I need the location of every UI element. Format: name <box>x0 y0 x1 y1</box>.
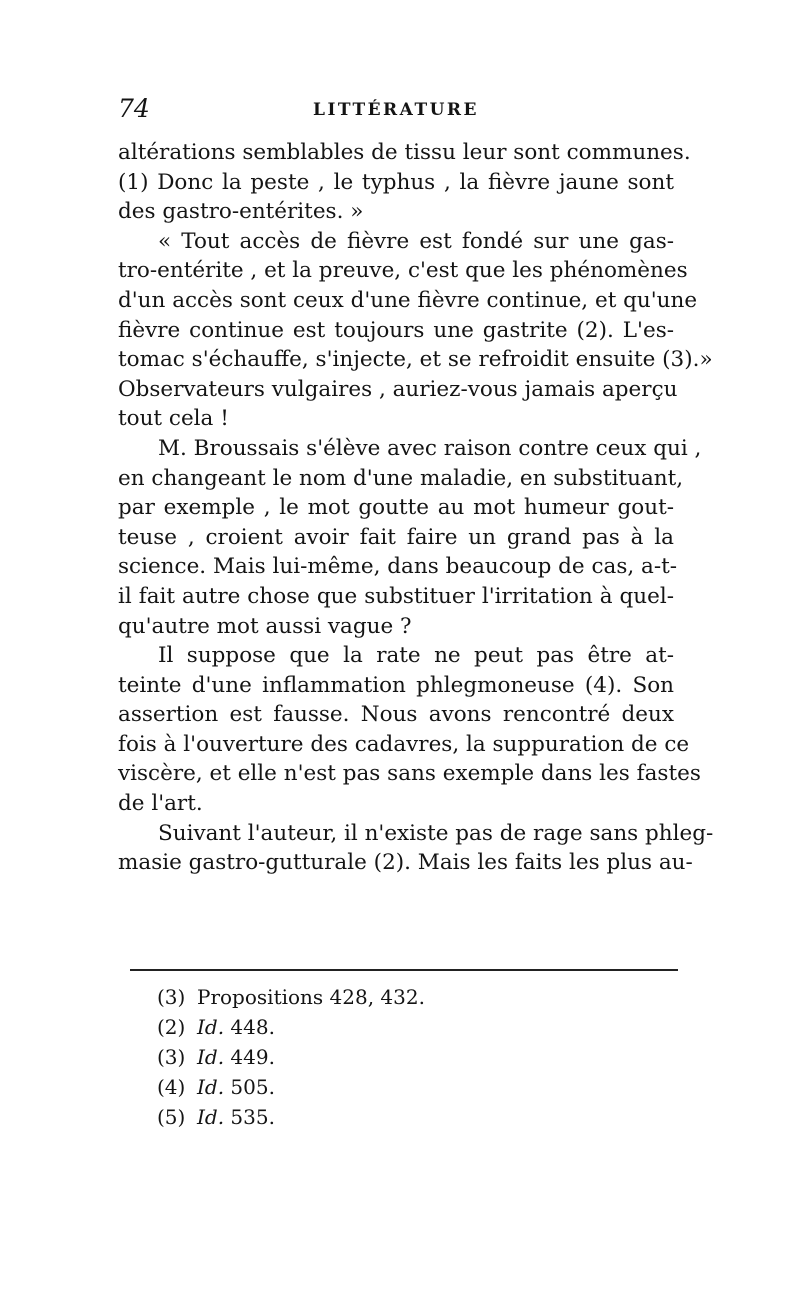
text-line: fois à l'ouverture des cadavres, la suppuration de ce <box>118 731 690 757</box>
text-line: Suivant l'auteur, il n'existe pas de rage sans phleg- <box>158 820 714 846</box>
footnote-mark: (2) <box>157 1015 186 1039</box>
footnote-number: 535. <box>230 1105 275 1129</box>
text-line: d'un accès sont ceux d'une fièvre continue, et qu'une <box>118 287 698 313</box>
footnote-mark: (3) <box>157 1045 186 1069</box>
text-line: tro-entérite , et la preuve, c'est que les phénomènes <box>118 258 688 284</box>
footnote-reference: Id. <box>197 1015 225 1039</box>
text-line: Observateurs vulgaires , auriez-vous jamais aperçu <box>118 376 678 402</box>
text-line: assertion est fausse. Nous avons rencontré deux <box>118 702 674 728</box>
text-line: masie gastro-gutturale (2). Mais les faits les plus au- <box>118 850 693 876</box>
page-header <box>118 94 678 130</box>
text-line: des gastro-entérites. » <box>118 199 364 225</box>
text-line: « Tout accès de fièvre est fondé sur une gas- <box>158 228 674 254</box>
footnote-reference: Id. <box>197 1105 225 1129</box>
text-line: viscère, et elle n'est pas sans exemple dans les fastes <box>118 761 701 787</box>
footnote-reference: Propositions <box>197 985 324 1009</box>
footnote-number: 448. <box>230 1015 275 1039</box>
footnote-number: 428, 432. <box>329 985 425 1009</box>
text-line: (1) Donc la peste , le typhus , la fièvre jaune sont <box>118 169 674 195</box>
footnote <box>157 1042 425 1072</box>
footnote-rule <box>130 969 678 971</box>
footnote <box>157 1102 425 1132</box>
page-number: 74 <box>118 94 150 123</box>
text-line: qu'autre mot aussi vague ? <box>118 613 412 639</box>
body-text <box>118 138 714 878</box>
text-line: M. Broussais s'élève avec raison contre ceux qui , <box>158 435 702 461</box>
footnote-reference: Id. <box>197 1075 225 1099</box>
footnote-mark: (3) <box>157 985 186 1009</box>
text-line: fièvre continue est toujours une gastrite (2). L'es- <box>118 317 674 343</box>
footnote-reference: Id. <box>197 1045 225 1069</box>
text-line: science. Mais lui-même, dans beaucoup de cas, a-t- <box>118 554 678 580</box>
footnote-number: 505. <box>230 1075 275 1099</box>
text-line: tomac s'échauffe, s'injecte, et se refroidit ensuite (3).» <box>118 347 713 373</box>
footnote <box>157 1012 425 1042</box>
text-line: teuse , croient avoir fait faire un grand pas à la <box>118 524 674 550</box>
footnote <box>157 1072 425 1102</box>
footnotes <box>157 982 425 1132</box>
text-line: il fait autre chose que substituer l'irritation à quel- <box>118 583 674 609</box>
text-line: par exemple , le mot goutte au mot humeur gout- <box>118 495 674 521</box>
footnote <box>157 982 425 1012</box>
text-line: altérations semblables de tissu leur sont communes. <box>118 140 691 165</box>
text-line: teinte d'une inflammation phlegmoneuse (4). Son <box>118 672 674 698</box>
footnote-mark: (4) <box>157 1075 186 1099</box>
footnote-number: 449. <box>230 1045 275 1069</box>
footnote-mark: (5) <box>157 1105 186 1129</box>
text-line: Il suppose que la rate ne peut pas être at- <box>158 643 674 669</box>
text-line: en changeant le nom d'une maladie, en substituant, <box>118 465 684 491</box>
running-title: LITTÉRATURE <box>313 100 480 120</box>
text-line: tout cela ! <box>118 406 229 432</box>
text-line: de l'art. <box>118 791 203 817</box>
